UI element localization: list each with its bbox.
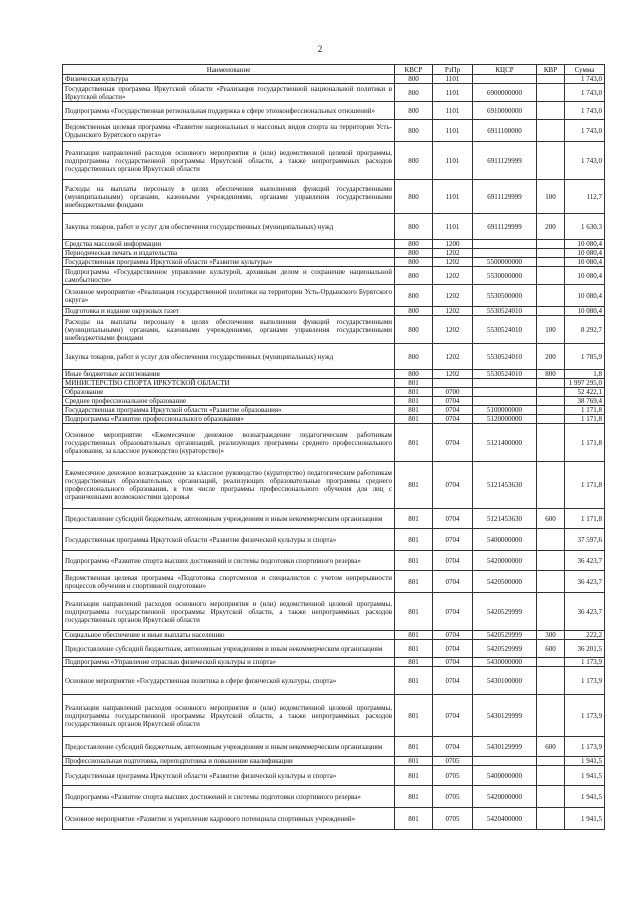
- cell-name: Закупка товаров, работ и услуг для обеспечения государственных (муниципальных) нужд: [63, 344, 395, 370]
- cell-sum: 1 743,0: [565, 75, 605, 84]
- cell-rzpr: 0705: [433, 808, 473, 830]
- cell-rzpr: 1101: [433, 120, 473, 142]
- cell-rzpr: 0700: [433, 388, 473, 397]
- cell-sum: 10 080,4: [565, 267, 605, 285]
- table-row: [63, 551, 605, 571]
- cell-kvr: 300: [537, 631, 565, 640]
- cell-rzpr: 0705: [433, 786, 473, 808]
- cell-name: Реализация направлений расходов основного мероприятия и (или) ведомственной целевой программы, подпрограммы государственной программы Иркутской области, а также непрограммных расходов государственных органов Иркутской области: [63, 695, 395, 737]
- cell-kvsr: 800: [395, 142, 433, 180]
- cell-sum: 1 997 295,0: [565, 379, 605, 388]
- cell-rzpr: 0704: [433, 695, 473, 737]
- cell-kcsr: 5121400000: [473, 424, 537, 462]
- cell-kvsr: 800: [395, 120, 433, 142]
- cell-sum: 1 941,5: [565, 808, 605, 830]
- table-row: [63, 766, 605, 786]
- cell-rzpr: 1202: [433, 370, 473, 379]
- cell-name: Расходы на выплаты персоналу в целях обеспечения выполнения функций государственными (муниципальными) органами, казенными учреждениями, органами управления государственными внебюджетными фондами: [63, 316, 395, 344]
- cell-kvr: [537, 424, 565, 462]
- cell-kvr: [537, 406, 565, 415]
- cell-kvr: [537, 249, 565, 258]
- cell-kvsr: 801: [395, 658, 433, 667]
- cell-kvr: [537, 551, 565, 571]
- cell-kvsr: 801: [395, 808, 433, 830]
- cell-kvsr: 800: [395, 344, 433, 370]
- cell-kcsr: [473, 397, 537, 406]
- cell-name: Расходы на выплаты персоналу в целях обеспечения выполнения функций государственными (муниципальными) органами, казенными учреждениями, органами управления государственными внебюджетными фондами: [63, 180, 395, 214]
- cell-name: Ведомственная целевая программа «Развитие национальных и массовых видов спорта на территории Усть-Ордынского Бурятского округа»: [63, 120, 395, 142]
- cell-sum: 1,8: [565, 370, 605, 379]
- cell-sum: 1 743,0: [565, 120, 605, 142]
- table-row: [63, 571, 605, 593]
- table-row: [63, 462, 605, 509]
- cell-kvsr: 801: [395, 551, 433, 571]
- cell-rzpr: 0704: [433, 571, 473, 593]
- cell-rzpr: 0704: [433, 551, 473, 571]
- cell-name: Подпрограмма «Государственная региональная поддержка в сфере этноконфессиональных отношений»: [63, 102, 395, 120]
- table-row: [63, 529, 605, 551]
- cell-name: Предоставление субсидий бюджетным, автономным учреждениям и иным некоммерческим организациям: [63, 640, 395, 658]
- cell-kvsr: 801: [395, 640, 433, 658]
- table-row: [63, 120, 605, 142]
- cell-rzpr: 0704: [433, 462, 473, 509]
- cell-name: Подпрограмма «Развитие спорта высших достижений и системы подготовки спортивного резерва»: [63, 551, 395, 571]
- cell-rzpr: 0704: [433, 658, 473, 667]
- cell-rzpr: 0704: [433, 406, 473, 415]
- cell-kcsr: [473, 757, 537, 766]
- cell-kvsr: 800: [395, 249, 433, 258]
- cell-kcsr: [473, 249, 537, 258]
- table-row: [63, 84, 605, 102]
- cell-rzpr: 1101: [433, 102, 473, 120]
- cell-kvr: [537, 379, 565, 388]
- cell-kvsr: 800: [395, 267, 433, 285]
- cell-sum: 1 171,8: [565, 415, 605, 424]
- cell-kvr: [537, 102, 565, 120]
- cell-kvr: [537, 808, 565, 830]
- table-row: [63, 142, 605, 180]
- cell-name: Закупка товаров, работ и услуг для обеспечения государственных (муниципальных) нужд: [63, 214, 395, 240]
- cell-name: Государственная программа Иркутской области «Развитие физической культуры и спорта»: [63, 529, 395, 551]
- cell-kcsr: [473, 240, 537, 249]
- cell-rzpr: 0704: [433, 640, 473, 658]
- cell-kcsr: 5420000000: [473, 551, 537, 571]
- cell-kvr: [537, 415, 565, 424]
- table-row: [63, 415, 605, 424]
- cell-name: Физическая культура: [63, 75, 395, 84]
- table-row: [63, 406, 605, 415]
- cell-sum: 1 171,8: [565, 424, 605, 462]
- cell-rzpr: 1101: [433, 142, 473, 180]
- table-row: [63, 285, 605, 307]
- cell-sum: 1 171,8: [565, 406, 605, 415]
- table-row: [63, 180, 605, 214]
- cell-kvsr: 800: [395, 316, 433, 344]
- cell-name: Основное мероприятие «Государственная политика в сфере физической культуры, спорта»: [63, 667, 395, 695]
- table-row: [63, 344, 605, 370]
- cell-kvr: [537, 529, 565, 551]
- cell-kcsr: 5530524010: [473, 307, 537, 316]
- cell-kvr: 200: [537, 344, 565, 370]
- cell-rzpr: 0704: [433, 631, 473, 640]
- cell-name: Реализация направлений расходов основного мероприятия и (или) ведомственной целевой программы, подпрограммы государственной программы Иркутской области, а также непрограммных расходов государственных органов Иркутской области: [63, 593, 395, 631]
- cell-kvr: [537, 667, 565, 695]
- cell-rzpr: 0704: [433, 667, 473, 695]
- cell-kvr: [537, 120, 565, 142]
- cell-kcsr: 5400000000: [473, 766, 537, 786]
- cell-name: Ежемесячное денежное вознаграждение за классное руководство (кураторство) педагогическим работникам государственных образовательных организаций, реализующих образовательные программы среднего профессионального образования, в том числе программы профессионального обучения для лиц с ограниченными возможностями здоровья: [63, 462, 395, 509]
- cell-kcsr: 6910000000: [473, 102, 537, 120]
- cell-kcsr: 5430000000: [473, 658, 537, 667]
- cell-kvr: 800: [537, 370, 565, 379]
- table-row: [63, 667, 605, 695]
- cell-kcsr: 5100000000: [473, 406, 537, 415]
- cell-name: Реализация направлений расходов основного мероприятия и (или) ведомственной целевой программы, подпрограммы государственной программы Иркутской области, а также непрограммных расходов государственных органов Иркутской области: [63, 142, 395, 180]
- cell-kvsr: 801: [395, 766, 433, 786]
- table-row: [63, 509, 605, 529]
- cell-kvr: [537, 757, 565, 766]
- cell-kvr: [537, 593, 565, 631]
- cell-rzpr: 1202: [433, 258, 473, 267]
- cell-kvsr: 800: [395, 285, 433, 307]
- cell-kcsr: 6911129999: [473, 180, 537, 214]
- cell-name: Ведомственная целевая программа «Подготовка спортсменов и специалистов с учетом непрерывности процессов обучения и спортивной подготовки»: [63, 571, 395, 593]
- cell-sum: 1 785,9: [565, 344, 605, 370]
- cell-rzpr: 1101: [433, 214, 473, 240]
- cell-sum: 37 597,6: [565, 529, 605, 551]
- cell-sum: 1 743,0: [565, 84, 605, 102]
- budget-table: [62, 64, 605, 830]
- cell-kvsr: 800: [395, 180, 433, 214]
- cell-sum: 1 743,0: [565, 102, 605, 120]
- cell-sum: 1 173,9: [565, 695, 605, 737]
- cell-name: Периодическая печать и издательства: [63, 249, 395, 258]
- column-header-sum: Сумма: [565, 65, 605, 75]
- table-row: [63, 249, 605, 258]
- cell-kvsr: 801: [395, 406, 433, 415]
- cell-sum: 36 423,7: [565, 593, 605, 631]
- cell-kvr: [537, 397, 565, 406]
- cell-rzpr: [433, 379, 473, 388]
- cell-kcsr: 6900000000: [473, 84, 537, 102]
- cell-kvsr: 800: [395, 102, 433, 120]
- cell-rzpr: 1202: [433, 307, 473, 316]
- table-header-row: [63, 65, 605, 75]
- cell-name: Социальное обеспечение и иные выплаты населению: [63, 631, 395, 640]
- cell-rzpr: 1202: [433, 267, 473, 285]
- cell-kvsr: 801: [395, 462, 433, 509]
- cell-sum: 1 173,9: [565, 667, 605, 695]
- cell-kvsr: 801: [395, 695, 433, 737]
- cell-rzpr: 0704: [433, 529, 473, 551]
- cell-kvr: [537, 258, 565, 267]
- cell-kcsr: 5500000000: [473, 258, 537, 267]
- cell-rzpr: 0704: [433, 424, 473, 462]
- column-header-kvsr: КВСР: [395, 65, 433, 75]
- cell-sum: 1 171,8: [565, 462, 605, 509]
- cell-kvr: [537, 142, 565, 180]
- cell-sum: 1 941,5: [565, 757, 605, 766]
- cell-sum: 1 173,9: [565, 658, 605, 667]
- cell-kvsr: 800: [395, 370, 433, 379]
- cell-rzpr: 0704: [433, 415, 473, 424]
- cell-sum: 10 080,4: [565, 285, 605, 307]
- cell-kvr: [537, 240, 565, 249]
- cell-rzpr: 1202: [433, 344, 473, 370]
- table-row: [63, 424, 605, 462]
- cell-kvsr: 801: [395, 667, 433, 695]
- table-row: [63, 370, 605, 379]
- cell-name: Государственная программа Иркутской области «Реализация государственной национальной политики в Иркутской области»: [63, 84, 395, 102]
- cell-sum: 1 743,0: [565, 142, 605, 180]
- cell-kvsr: 800: [395, 258, 433, 267]
- cell-name: Среднее профессиональное образование: [63, 397, 395, 406]
- cell-kvr: 200: [537, 214, 565, 240]
- cell-name: Подпрограмма «Государственное управление культурой, архивным делом и сохранение национальной самобытности»: [63, 267, 395, 285]
- cell-kvsr: 801: [395, 593, 433, 631]
- cell-name: Подпрограмма «Управление отраслью физической культуры и спорта»: [63, 658, 395, 667]
- cell-name: Подпрограмма «Развитие спорта высших достижений и системы подготовки спортивного резерва»: [63, 786, 395, 808]
- cell-kvsr: 800: [395, 214, 433, 240]
- column-header-kvr: КВР: [537, 65, 565, 75]
- cell-kvr: [537, 766, 565, 786]
- cell-name: Государственная программа Иркутской области «Развитие культуры»: [63, 258, 395, 267]
- cell-name: Основное мероприятие «Реализация государственной политики на территории Усть-Ордынского Бурятского округа»: [63, 285, 395, 307]
- cell-kvsr: 801: [395, 529, 433, 551]
- table-row: [63, 102, 605, 120]
- cell-kvr: [537, 658, 565, 667]
- cell-name: Образование: [63, 388, 395, 397]
- cell-kcsr: 6911100000: [473, 120, 537, 142]
- table-body: [63, 75, 605, 830]
- cell-kcsr: 5420000000: [473, 786, 537, 808]
- cell-sum: 1 173,9: [565, 737, 605, 757]
- table-row: [63, 631, 605, 640]
- cell-kcsr: 5430100000: [473, 667, 537, 695]
- cell-kcsr: [473, 379, 537, 388]
- cell-name: Подпрограмма «Развитие профессионального образования»: [63, 415, 395, 424]
- cell-sum: 10 080,4: [565, 249, 605, 258]
- cell-kcsr: 5420400000: [473, 808, 537, 830]
- cell-sum: 222,2: [565, 631, 605, 640]
- table-row: [63, 640, 605, 658]
- cell-kcsr: 5420529999: [473, 640, 537, 658]
- cell-kcsr: [473, 388, 537, 397]
- cell-kvsr: 801: [395, 571, 433, 593]
- cell-kvr: [537, 75, 565, 84]
- cell-name: МИНИСТЕРСТВО СПОРТА ИРКУТСКОЙ ОБЛАСТИ: [63, 379, 395, 388]
- cell-name: Иные бюджетные ассигнования: [63, 370, 395, 379]
- cell-sum: 1 941,5: [565, 786, 605, 808]
- cell-sum: 1 171,8: [565, 509, 605, 529]
- cell-kvr: [537, 695, 565, 737]
- cell-kvsr: 800: [395, 240, 433, 249]
- cell-name: Основное мероприятие «Развитие и укрепление кадрового потенциала спортивных учреждений»: [63, 808, 395, 830]
- cell-kvr: 600: [537, 640, 565, 658]
- cell-kvr: [537, 307, 565, 316]
- table-row: [63, 267, 605, 285]
- cell-name: Государственная программа Иркутской области «Развитие образования»: [63, 406, 395, 415]
- cell-kvsr: 800: [395, 307, 433, 316]
- cell-sum: 112,7: [565, 180, 605, 214]
- cell-kcsr: 5420529999: [473, 631, 537, 640]
- cell-kvr: [537, 462, 565, 509]
- column-header-kcsr: КЦСР: [473, 65, 537, 75]
- cell-kvr: 600: [537, 509, 565, 529]
- cell-sum: 52 422,1: [565, 388, 605, 397]
- cell-kcsr: 5400000000: [473, 529, 537, 551]
- table-row: [63, 307, 605, 316]
- cell-kvr: [537, 388, 565, 397]
- cell-sum: 36 423,7: [565, 571, 605, 593]
- cell-kcsr: 5120000000: [473, 415, 537, 424]
- cell-kvsr: 801: [395, 786, 433, 808]
- table-row: [63, 240, 605, 249]
- cell-rzpr: 0704: [433, 397, 473, 406]
- cell-kvr: [537, 786, 565, 808]
- cell-kvr: [537, 285, 565, 307]
- cell-rzpr: 1101: [433, 75, 473, 84]
- cell-kvsr: 801: [395, 509, 433, 529]
- table-row: [63, 786, 605, 808]
- cell-sum: 1 941,5: [565, 766, 605, 786]
- cell-sum: 8 292,7: [565, 316, 605, 344]
- cell-kvsr: 801: [395, 397, 433, 406]
- table-row: [63, 75, 605, 84]
- cell-sum: 1 630,3: [565, 214, 605, 240]
- cell-name: Основное мероприятие «Ежемесячное денежное вознаграждение педагогическим работникам государственных образовательных организаций, реализующих программы среднего профессионального образования, за классное руководство (кураторство)»: [63, 424, 395, 462]
- table-row: [63, 388, 605, 397]
- cell-kvsr: 801: [395, 737, 433, 757]
- cell-rzpr: 1101: [433, 180, 473, 214]
- cell-kcsr: 5530500000: [473, 285, 537, 307]
- table-row: [63, 316, 605, 344]
- cell-kcsr: 5530524010: [473, 316, 537, 344]
- cell-sum: 10 080,4: [565, 258, 605, 267]
- cell-name: Предоставление субсидий бюджетным, автономным учреждениям и иным некоммерческим организациям: [63, 509, 395, 529]
- page-number: 2: [317, 44, 323, 54]
- cell-kcsr: 6911129999: [473, 214, 537, 240]
- cell-kcsr: 5121453630: [473, 509, 537, 529]
- cell-name: Профессиональная подготовка, переподготовка и повышение квалификации: [63, 757, 395, 766]
- cell-rzpr: 0704: [433, 737, 473, 757]
- cell-sum: 36 423,7: [565, 551, 605, 571]
- cell-sum: 10 080,4: [565, 307, 605, 316]
- cell-kvr: 100: [537, 316, 565, 344]
- table-row: [63, 658, 605, 667]
- table-row: [63, 737, 605, 757]
- cell-sum: 36 201,5: [565, 640, 605, 658]
- cell-kvsr: 801: [395, 757, 433, 766]
- cell-kcsr: 5530524010: [473, 370, 537, 379]
- cell-rzpr: 0704: [433, 593, 473, 631]
- cell-rzpr: 1202: [433, 316, 473, 344]
- cell-kvr: 100: [537, 180, 565, 214]
- cell-rzpr: 1202: [433, 249, 473, 258]
- cell-kvsr: 801: [395, 415, 433, 424]
- cell-kvsr: 800: [395, 84, 433, 102]
- cell-kcsr: 5420500000: [473, 571, 537, 593]
- cell-rzpr: 0704: [433, 509, 473, 529]
- cell-kvr: 600: [537, 737, 565, 757]
- cell-kcsr: 5530524010: [473, 344, 537, 370]
- cell-kcsr: 5530000000: [473, 267, 537, 285]
- cell-kvsr: 801: [395, 424, 433, 462]
- cell-kcsr: [473, 75, 537, 84]
- cell-sum: 10 080,4: [565, 240, 605, 249]
- column-header-name: Наименование: [63, 65, 395, 75]
- cell-kvsr: 800: [395, 75, 433, 84]
- column-header-rzpr: РзПр: [433, 65, 473, 75]
- table-row: [63, 258, 605, 267]
- table-row: [63, 757, 605, 766]
- table-row: [63, 593, 605, 631]
- cell-name: Предоставление субсидий бюджетным, автономным учреждениям и иным некоммерческим организациям: [63, 737, 395, 757]
- cell-name: Средства массовой информации: [63, 240, 395, 249]
- cell-name: Государственная программа Иркутской области «Развитие физической культуры и спорта»: [63, 766, 395, 786]
- table-row: [63, 214, 605, 240]
- cell-rzpr: 0705: [433, 757, 473, 766]
- cell-kcsr: 5430129999: [473, 695, 537, 737]
- cell-kvr: [537, 571, 565, 593]
- cell-kcsr: 5430129999: [473, 737, 537, 757]
- cell-rzpr: 1200: [433, 240, 473, 249]
- cell-kcsr: 5420529999: [473, 593, 537, 631]
- table-row: [63, 695, 605, 737]
- cell-kcsr: 6911129999: [473, 142, 537, 180]
- cell-kvr: [537, 267, 565, 285]
- cell-rzpr: 1202: [433, 285, 473, 307]
- cell-kvsr: 801: [395, 388, 433, 397]
- cell-kcsr: 5121453630: [473, 462, 537, 509]
- table-row: [63, 397, 605, 406]
- cell-kvr: [537, 84, 565, 102]
- cell-sum: 38 769,4: [565, 397, 605, 406]
- cell-name: Подготовка и издание окружных газет: [63, 307, 395, 316]
- cell-kvsr: 801: [395, 379, 433, 388]
- cell-kvsr: 801: [395, 631, 433, 640]
- cell-rzpr: 1101: [433, 84, 473, 102]
- table-row: [63, 379, 605, 388]
- cell-rzpr: 0705: [433, 766, 473, 786]
- table-row: [63, 808, 605, 830]
